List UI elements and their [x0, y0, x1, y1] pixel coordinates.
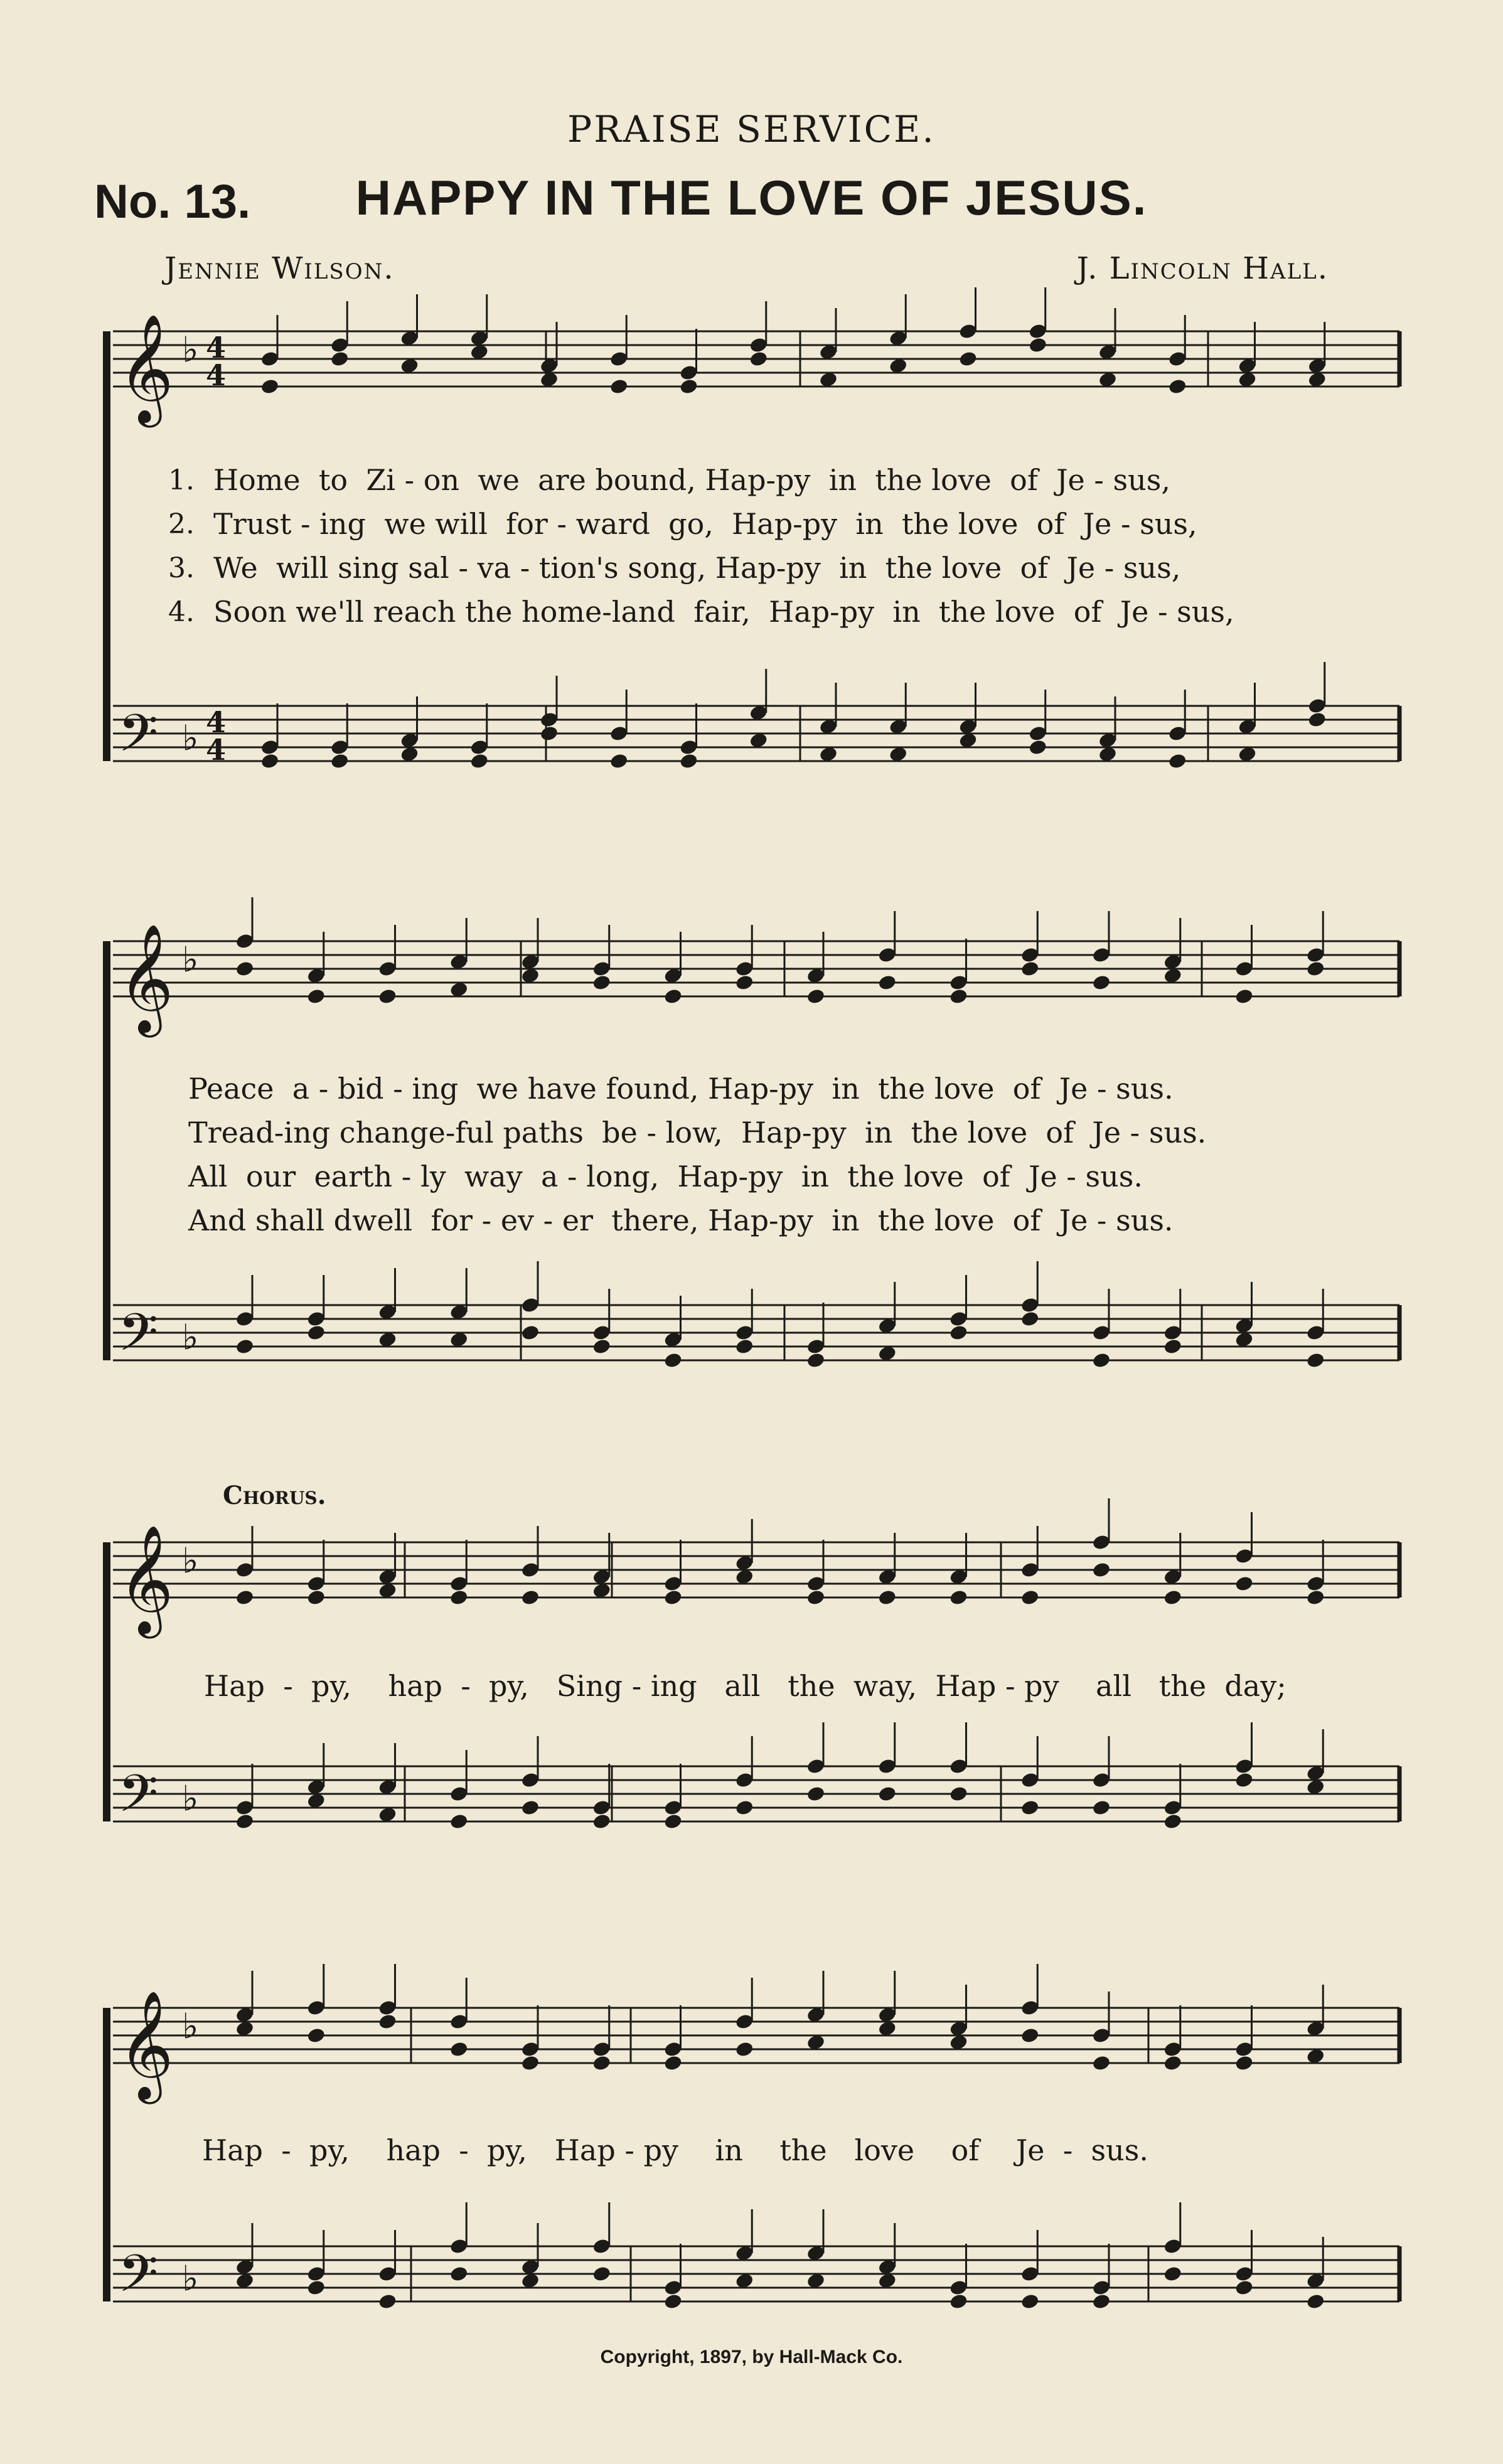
verse-number: 1.: [168, 464, 195, 496]
note-head: [1168, 378, 1187, 395]
note-head: [663, 2293, 683, 2310]
note-head: [1020, 2027, 1040, 2044]
treble-clef-icon: 𝄞: [118, 314, 174, 423]
note-head: [1306, 1352, 1325, 1369]
note-head: [749, 350, 768, 368]
note-head: [1168, 752, 1187, 770]
flat-key-signature-icon: ♭: [182, 329, 199, 371]
verse-line: We will sing sal - va - tion's song, Hap-py in the love of Je - sus,: [213, 551, 1181, 585]
note-head: [609, 378, 629, 395]
composer-credit: J. Lincoln Hall.: [1076, 251, 1329, 286]
flat-key-signature-icon: ♭: [182, 939, 199, 981]
flat-key-signature-icon: ♭: [182, 1317, 199, 1358]
note-head: [1307, 711, 1327, 728]
note-head: [679, 378, 698, 395]
note-head: [592, 1338, 611, 1355]
note-head: [1163, 1813, 1182, 1830]
note-head: [520, 1324, 540, 1341]
note-head: [1306, 960, 1325, 978]
note-head: [663, 1352, 683, 1369]
section-title: PRAISE SERVICE.: [567, 108, 936, 151]
note-head: [1091, 1561, 1111, 1579]
note-head: [378, 2293, 397, 2310]
flat-key-signature-icon: ♭: [182, 1778, 199, 1820]
verse-number: 3.: [168, 552, 195, 584]
note-head: [806, 1785, 825, 1803]
note-head: [877, 974, 897, 991]
note-head: [663, 1813, 683, 1830]
treble-clef-icon: 𝄞: [118, 1525, 174, 1634]
bass-clef-icon: 𝄢: [118, 1302, 159, 1375]
note-head: [330, 752, 350, 770]
note-head: [735, 1799, 754, 1816]
note-head: [1306, 2293, 1325, 2310]
time-signature-icon: 4: [206, 705, 227, 739]
note-head: [663, 2054, 683, 2072]
note-head: [378, 2013, 397, 2030]
chorus-line: Hap - py, hap - py, Sing - ing all the way, Hap - py all the day;: [204, 1669, 1286, 1703]
note-head: [469, 752, 489, 770]
note-head: [1091, 1352, 1111, 1369]
verse-number: 2.: [168, 508, 195, 540]
note-head: [306, 2279, 326, 2296]
note-head: [1091, 1799, 1111, 1816]
note-head: [306, 988, 326, 1005]
verse-line: Trust - ing we will for - ward go, Hap-py in the love of Je - sus,: [213, 507, 1197, 541]
note-head: [1234, 2054, 1254, 2072]
note-head: [520, 1589, 540, 1606]
note-head: [958, 350, 978, 368]
note-head: [1091, 2293, 1111, 2310]
verse-line: And shall dwell for - ev - er there, Hap-py in the love of Je - sus.: [188, 1203, 1174, 1237]
note-head: [949, 1785, 968, 1803]
note-head: [735, 2040, 754, 2058]
flat-key-signature-icon: ♭: [182, 2006, 199, 2047]
verse-number: 4.: [168, 596, 195, 628]
note-head: [1091, 974, 1111, 991]
note-head: [520, 2054, 540, 2072]
bass-clef-icon: 𝄢: [118, 2243, 159, 2317]
bass-clef-icon: 𝄢: [118, 1763, 159, 1837]
note-head: [1163, 1338, 1182, 1355]
note-head: [592, 2054, 611, 2072]
note-head: [806, 988, 825, 1005]
note-head: [949, 2293, 968, 2310]
note-head: [1020, 1799, 1040, 1816]
note-head: [235, 1338, 254, 1355]
note-head: [260, 752, 279, 770]
copyright-notice: Copyright, 1897, by Hall-Mack Co.: [600, 2347, 903, 2367]
treble-clef-icon: 𝄞: [118, 1990, 174, 2099]
note-head: [1234, 1575, 1254, 1592]
note-head: [1163, 2054, 1182, 2072]
note-head: [592, 2265, 611, 2283]
note-head: [1234, 2279, 1254, 2296]
note-head: [1020, 2293, 1040, 2310]
note-head: [735, 1338, 754, 1355]
note-head: [520, 1799, 540, 1816]
lyricist-credit: Jennie Wilson.: [164, 251, 395, 286]
note-head: [949, 1324, 968, 1341]
verse-line: Peace a - bid - ing we have found, Hap-py in the love of Je - sus.: [188, 1072, 1174, 1106]
note-head: [609, 752, 629, 770]
note-head: [592, 1813, 611, 1830]
note-head: [1234, 1771, 1254, 1789]
note-head: [235, 1589, 254, 1606]
note-head: [1020, 960, 1040, 978]
note-head: [449, 1589, 469, 1606]
note-head: [306, 1589, 326, 1606]
note-head: [1020, 1310, 1040, 1328]
verse-line: Soon we'll reach the home-land fair, Hap-py in the love of Je - sus,: [213, 595, 1234, 629]
hymn-title: HAPPY IN THE LOVE OF JESUS.: [355, 170, 1148, 225]
note-head: [1163, 1589, 1182, 1606]
hymn-number: No. 13.: [94, 175, 251, 228]
note-head: [449, 2040, 469, 2058]
note-head: [330, 350, 350, 368]
note-head: [378, 988, 397, 1005]
note-head: [235, 960, 254, 978]
chorus-line: Hap - py, hap - py, Hap - py in the love of Je - sus.: [202, 2133, 1148, 2167]
verse-line: All our earth - ly way a - long, Hap-py in the love of Je - sus.: [188, 1160, 1143, 1193]
note-head: [1234, 988, 1254, 1005]
verse-line: Tread-ing change-ful paths be - low, Hap-py in the love of Je - sus.: [188, 1116, 1207, 1149]
note-head: [306, 2027, 326, 2044]
note-head: [1020, 1589, 1040, 1606]
bass-clef-icon: 𝄢: [118, 703, 159, 776]
note-head: [949, 988, 968, 1005]
note-head: [663, 1589, 683, 1606]
note-head: [806, 1352, 825, 1369]
verse-line: Home to Zi - on we are bound, Hap-py in the love of Je - sus,: [213, 463, 1171, 497]
note-head: [1306, 1589, 1325, 1606]
time-signature-icon: 4: [206, 358, 227, 392]
treble-clef-icon: 𝄞: [118, 924, 174, 1033]
note-head: [260, 378, 279, 395]
note-head: [877, 1589, 897, 1606]
time-signature-icon: 4: [206, 733, 227, 767]
note-head: [1028, 336, 1047, 354]
time-signature-icon: 4: [206, 331, 227, 365]
note-head: [949, 1589, 968, 1606]
note-head: [663, 988, 683, 1005]
flat-key-signature-icon: ♭: [182, 718, 199, 759]
note-head: [806, 1589, 825, 1606]
note-head: [592, 974, 611, 991]
note-head: [877, 1785, 897, 1803]
note-head: [1163, 2265, 1182, 2283]
flat-key-signature-icon: ♭: [182, 2258, 199, 2300]
note-head: [449, 2265, 469, 2283]
note-head: [306, 1324, 326, 1341]
note-head: [679, 752, 698, 770]
chorus-label: Chorus.: [223, 1481, 326, 1510]
note-head: [1091, 2054, 1111, 2072]
note-head: [735, 974, 754, 991]
note-head: [449, 1813, 469, 1830]
note-head: [235, 1813, 254, 1830]
flat-key-signature-icon: ♭: [182, 1540, 199, 1582]
note-head: [539, 725, 559, 742]
note-head: [1028, 739, 1047, 756]
